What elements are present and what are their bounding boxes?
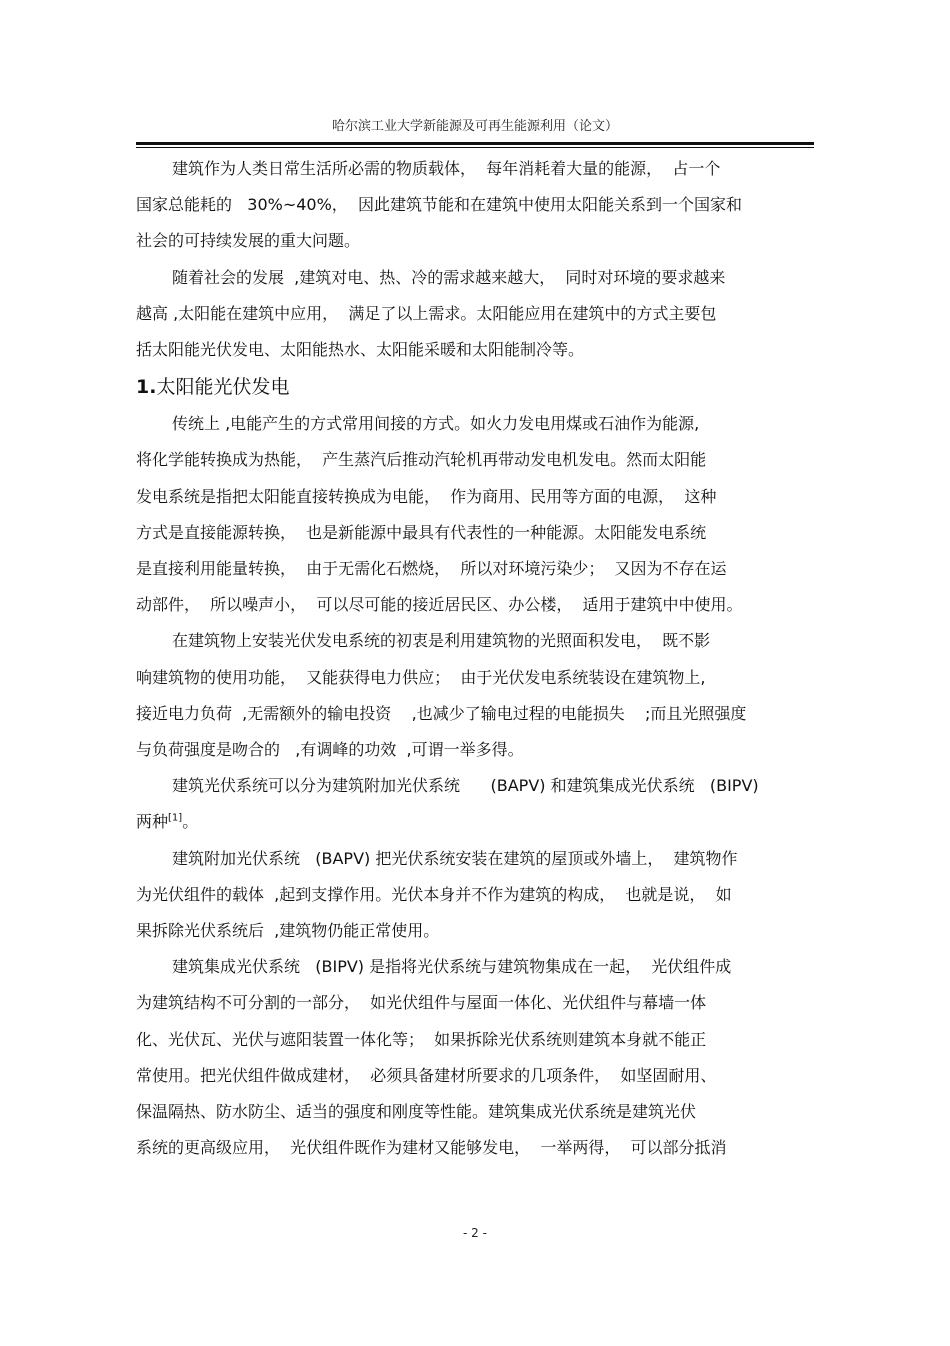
tail-text: 两种 bbox=[136, 812, 169, 832]
page-number: - 2 - bbox=[463, 1226, 487, 1240]
text-line: 发电系统是指把太阳能直接转换成为电能， 作为商用、民用等方面的电源， 这种 bbox=[136, 486, 717, 506]
tail-end: 。 bbox=[182, 812, 199, 832]
header-rule-thick bbox=[136, 142, 814, 145]
text-line: 建筑作为人类日常生活所必需的物质载体， 每年消耗着大量的能源， 占一个 bbox=[172, 159, 721, 178]
text-line: 常使用。把光伏组件做成建材， 必须具备建材所要求的几项条件， 如坚固耐用、 bbox=[136, 1065, 717, 1085]
text-line: 越高 ,太阳能在建筑中应用， 满足了以上需求。太阳能应用在建筑中的方式主要包 bbox=[136, 303, 717, 323]
citation-ref[interactable]: [1] bbox=[168, 813, 183, 825]
text-line: 化、光伏瓦、光伏与遮阳装置一体化等； 如果拆除光伏系统则建筑本身就不能正 bbox=[136, 1029, 707, 1049]
text-line: 保温隔热、防水防尘、适当的强度和刚度等性能。建筑集成光伏系统是建筑光伏 bbox=[136, 1102, 697, 1122]
text-line: 是直接利用能量转换， 由于无需化石燃烧， 所以对环境污染少； 又因为不存在运 bbox=[136, 559, 727, 579]
text-line: 方式是直接能源转换， 也是新能源中最具有代表性的一种能源。太阳能发电系统 bbox=[136, 522, 707, 542]
paragraph-intro-2 bbox=[136, 260, 814, 369]
text-line: 系统的更高级应用， 光伏组件既作为建材又能够发电， 一举两得， 可以部分抵消 bbox=[136, 1138, 727, 1158]
text-line: 为建筑结构不可分割的一部分， 如光伏组件与屋面一体化、光伏组件与幕墙一体 bbox=[136, 993, 707, 1013]
text-line: 建筑附加光伏系统 (BAPV) 把光伏系统安装在建筑的屋顶或外墙上， 建筑物作 bbox=[172, 848, 738, 868]
text-line: 社会的可持续发展的重大问题。 bbox=[136, 231, 361, 251]
paragraph-intro-1 bbox=[136, 151, 814, 260]
header-rule-thin bbox=[136, 147, 814, 148]
text-line: 括太阳能光伏发电、太阳能热水、太阳能采暖和太阳能制冷等。 bbox=[136, 340, 585, 360]
text-line: 动部件， 所以噪声小， 可以尽可能的接近居民区、办公楼， 适用于建筑中中使用。 bbox=[136, 595, 743, 615]
text-line: 国家总能耗的 30%~40%， 因此建筑节能和在建筑中使用太阳能关系到一个国家和 bbox=[136, 195, 742, 215]
text-line: 随着社会的发展 ,建筑对电、热、冷的需求越来越大， 同时对环境的要求越来 bbox=[172, 267, 726, 287]
paragraph-pv-5 bbox=[136, 949, 814, 1166]
paragraph-pv-2 bbox=[136, 623, 814, 768]
section-number: 1. bbox=[136, 376, 157, 399]
text-line: 建筑集成光伏系统 (BIPV) 是指将光伏系统与建筑物集成在一起， 光伏组件成 bbox=[172, 957, 732, 977]
paragraph-pv-3 bbox=[136, 768, 814, 840]
text-line-with-citation bbox=[136, 804, 814, 840]
header-title: 哈尔滨工业大学新能源及可再生能源利用（论文） bbox=[331, 119, 618, 134]
section-heading bbox=[136, 368, 814, 406]
running-header bbox=[136, 117, 814, 148]
text-line: 将化学能转换成为热能， 产生蒸汽后推动汽轮机再带动发电机发电。然而太阳能 bbox=[136, 450, 707, 470]
text-line: 与负荷强度是吻合的 ,有调峰的功效 ,可谓一举多得。 bbox=[136, 740, 524, 760]
text-line: 接近电力负荷 ,无需额外的输电投资 ,也减少了输电过程的电能损失 ;而且光照强度 bbox=[136, 703, 747, 723]
text-line: 响建筑物的使用功能， 又能获得电力供应； 由于光伏发电系统装设在建筑物上, bbox=[136, 667, 706, 687]
text-line: 传统上 ,电能产生的方式常用间接的方式。如火力发电用煤或石油作为能源, bbox=[172, 414, 700, 434]
text-line: 果拆除光伏系统后 ,建筑物仍能正常使用。 bbox=[136, 921, 440, 941]
text-line: 建筑光伏系统可以分为建筑附加光伏系统 (BAPV) 和建筑集成光伏系统 (BIPV) bbox=[172, 776, 759, 796]
text-line: 为光伏组件的载体 ,起到支撑作用。光伏本身并不作为建筑的构成， 也就是说， 如 bbox=[136, 884, 732, 904]
paragraph-pv-1 bbox=[136, 406, 814, 623]
body-text bbox=[136, 151, 814, 1166]
section-title: 太阳能光伏发电 bbox=[156, 376, 290, 399]
text-line: 在建筑物上安装光伏发电系统的初衷是利用建筑物的光照面积发电， 既不影 bbox=[172, 631, 711, 651]
paragraph-pv-4 bbox=[136, 841, 814, 950]
